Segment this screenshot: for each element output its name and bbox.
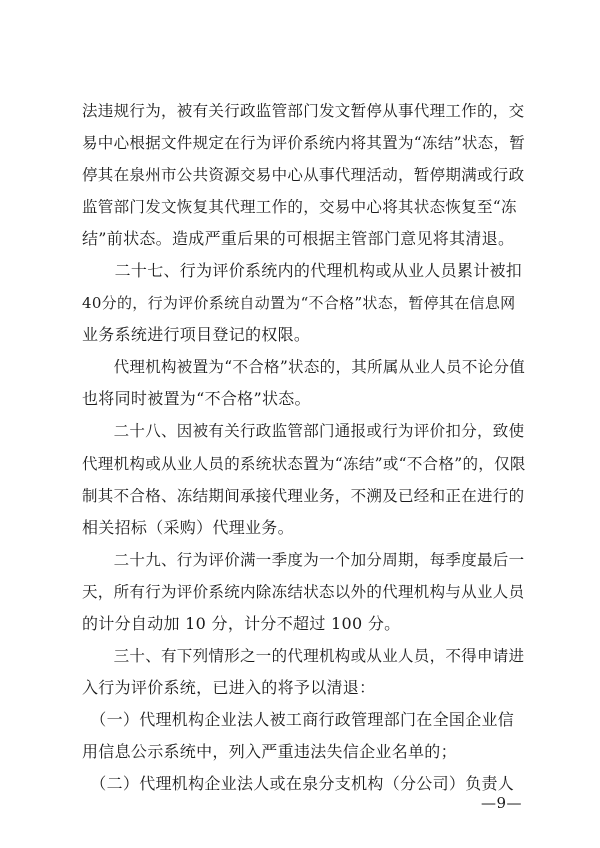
body-line: 停其在泉州市公共资源交易中心从事代理活动，暂停期满或行政 (82, 166, 525, 184)
body-line: 易中心根据文件规定在行为评价系统内将其置为“冻结”状态，暂 (82, 134, 526, 152)
body-line: 监管部门发文恢复其代理工作的，交易中心将其状态恢复至“冻 (82, 198, 517, 216)
body-line: 代理机构或从业人员的系统状态置为“冻结”或“不合格”的，仅限 (82, 455, 526, 473)
body-line: 的计分自动加 10 分，计分不超过 100 分。 (82, 614, 401, 633)
body-line: （二）代理机构企业法人或在泉分支机构（分公司）负责人 (82, 774, 515, 793)
body-line: 结”前状态。造成严重后果的可根据主管部门意见将其清退。 (82, 229, 515, 248)
body-line: 二十七、行为评价系统内的代理机构或从业人员累计被扣 (82, 261, 523, 280)
body-line: 法违规行为，被有关行政监管部门发文暂停从事代理工作的，交 (82, 102, 525, 120)
body-line: 也将同时被置为“不合格”状态。 (82, 389, 311, 408)
body-line: 40分的，行为评价系统自动置为“不合格”状态，暂停其在信息网 (82, 294, 516, 312)
body-line: （一）代理机构企业法人被工商行政管理部门在全国企业信 (82, 710, 515, 729)
page-number: —9— (480, 794, 522, 812)
body-line: 天，所有行为评价系统内除冻结状态以外的代理机构与从业人员 (82, 583, 525, 601)
body-line: 制其不合格、冻结期间承接代理业务，不溯及已经和正在进行的 (82, 487, 525, 505)
body-line: 三十、有下列情形之一的代理机构或从业人员，不得申请进 (82, 647, 525, 665)
body-line: 代理机构被置为“不合格”状态的，其所属从业人员不论分值 (82, 358, 526, 376)
body-line: 入行为评价系统，已进入的将予以清退： (82, 678, 376, 697)
body-line: 业务系统进行项目登记的权限。 (82, 325, 311, 344)
body-line: 二十八、因被有关行政监管部门通报或行为评价扣分，致使 (82, 422, 525, 440)
body-line: 相关招标（采购）代理业务。 (82, 518, 294, 537)
body-line: 二十九、行为评价满一季度为一个加分周期，每季度最后一 (82, 551, 525, 569)
body-line: 用信息公示系统中，列入严重违法失信企业名单的； (82, 742, 457, 761)
